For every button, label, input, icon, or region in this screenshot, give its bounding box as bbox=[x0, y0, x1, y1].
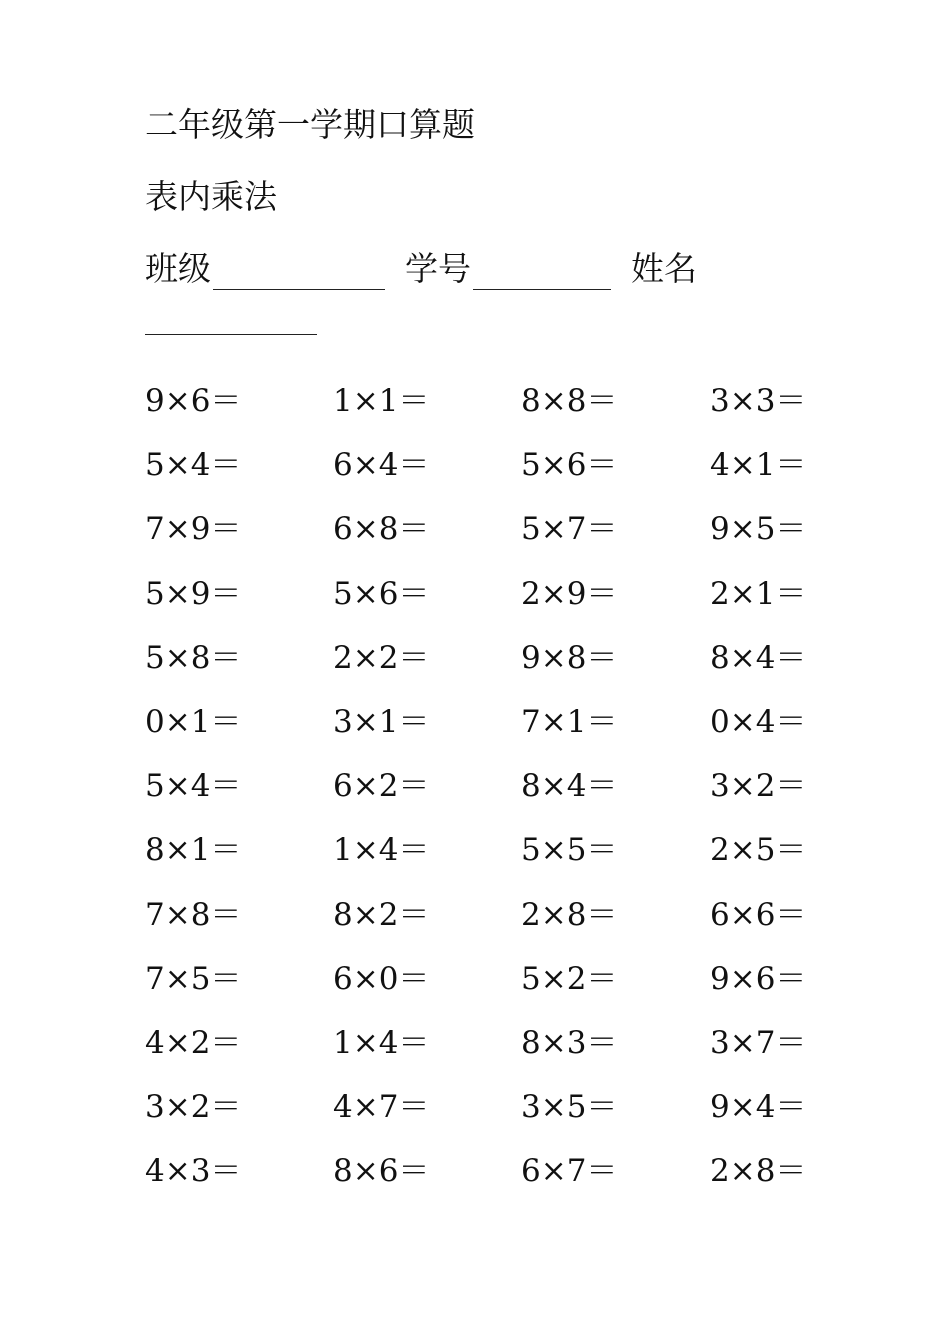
problem-row bbox=[145, 1086, 845, 1150]
problem-cell: 5×4＝ bbox=[145, 768, 242, 805]
problem-cell: 6×4＝ bbox=[333, 447, 430, 484]
problem-row bbox=[145, 829, 845, 893]
problem-cell: 1×4＝ bbox=[333, 1024, 430, 1061]
problem-cell: 9×6＝ bbox=[145, 383, 242, 419]
problem-row bbox=[145, 508, 845, 572]
student-id-blank-line[interactable] bbox=[473, 255, 611, 290]
problem-cell: 8×2＝ bbox=[333, 896, 430, 933]
problem-cell: 2×9＝ bbox=[521, 575, 618, 612]
name-blank-line[interactable] bbox=[145, 300, 317, 335]
problem-cell: 0×1＝ bbox=[145, 703, 242, 740]
class-label: 班级 bbox=[145, 249, 211, 288]
problem-cell: 4×1＝ bbox=[710, 447, 807, 484]
problem-cell: 2×2＝ bbox=[333, 639, 430, 676]
problem-row bbox=[145, 958, 845, 1022]
problem-cell: 2×8＝ bbox=[710, 1153, 807, 1190]
problem-cell: 8×6＝ bbox=[333, 1153, 430, 1190]
problem-row bbox=[145, 701, 845, 765]
problem-cell: 3×7＝ bbox=[710, 1024, 807, 1061]
problem-row bbox=[145, 765, 845, 829]
problem-cell: 6×7＝ bbox=[521, 1153, 618, 1190]
problem-cell: 6×2＝ bbox=[333, 768, 430, 805]
problem-row bbox=[145, 444, 845, 508]
problem-cell: 1×1＝ bbox=[333, 383, 430, 419]
problem-cell: 6×8＝ bbox=[333, 511, 430, 548]
problem-cell: 3×2＝ bbox=[145, 1089, 242, 1126]
problem-cell: 5×4＝ bbox=[145, 447, 242, 484]
problem-cell: 5×9＝ bbox=[145, 575, 242, 612]
problem-row bbox=[145, 1022, 845, 1086]
class-blank-line[interactable] bbox=[213, 255, 385, 290]
name-label: 姓名 bbox=[631, 249, 697, 288]
problem-cell: 3×5＝ bbox=[521, 1089, 618, 1126]
problem-cell: 2×5＝ bbox=[710, 832, 807, 869]
problem-row bbox=[145, 380, 845, 444]
problem-cell: 5×5＝ bbox=[521, 832, 618, 869]
problem-cell: 8×4＝ bbox=[521, 768, 618, 805]
problem-cell: 3×2＝ bbox=[710, 768, 807, 805]
problem-cell: 5×7＝ bbox=[521, 511, 618, 548]
problem-cell: 9×8＝ bbox=[521, 639, 618, 676]
problem-cell: 7×8＝ bbox=[145, 896, 242, 933]
problem-cell: 5×2＝ bbox=[521, 960, 618, 997]
problem-cell: 9×6＝ bbox=[710, 960, 807, 997]
problem-cell: 2×8＝ bbox=[521, 896, 618, 933]
problem-cell: 4×7＝ bbox=[333, 1089, 430, 1126]
problem-cell: 0×4＝ bbox=[710, 703, 807, 740]
problem-cell: 8×3＝ bbox=[521, 1024, 618, 1061]
student-id-label: 学号 bbox=[405, 249, 471, 288]
problem-cell: 9×4＝ bbox=[710, 1089, 807, 1126]
problem-cell: 5×8＝ bbox=[145, 639, 242, 676]
problem-row bbox=[145, 894, 845, 958]
problem-cell: 8×4＝ bbox=[710, 639, 807, 676]
problem-grid bbox=[145, 380, 845, 1214]
problem-cell: 4×3＝ bbox=[145, 1153, 242, 1190]
student-info-line bbox=[145, 248, 697, 290]
problem-cell: 8×1＝ bbox=[145, 832, 242, 869]
problem-cell: 1×4＝ bbox=[333, 832, 430, 869]
problem-cell: 6×6＝ bbox=[710, 896, 807, 933]
problem-cell: 4×2＝ bbox=[145, 1024, 242, 1061]
problem-cell: 8×8＝ bbox=[521, 383, 618, 419]
problem-cell: 7×9＝ bbox=[145, 511, 242, 548]
problem-cell: 6×0＝ bbox=[333, 960, 430, 997]
problem-cell: 7×5＝ bbox=[145, 960, 242, 997]
page-subtitle: 表内乘法 bbox=[145, 177, 277, 216]
problem-row bbox=[145, 637, 845, 701]
problem-cell: 7×1＝ bbox=[521, 703, 618, 740]
problem-cell: 5×6＝ bbox=[521, 447, 618, 484]
problem-cell: 5×6＝ bbox=[333, 575, 430, 612]
problem-cell: 2×1＝ bbox=[710, 575, 807, 612]
problem-cell: 3×1＝ bbox=[333, 703, 430, 740]
problem-row bbox=[145, 573, 845, 637]
problem-cell: 3×3＝ bbox=[710, 383, 807, 419]
problem-row bbox=[145, 1150, 845, 1214]
page-title: 二年级第一学期口算题 bbox=[145, 105, 475, 144]
problem-cell: 9×5＝ bbox=[710, 511, 807, 548]
